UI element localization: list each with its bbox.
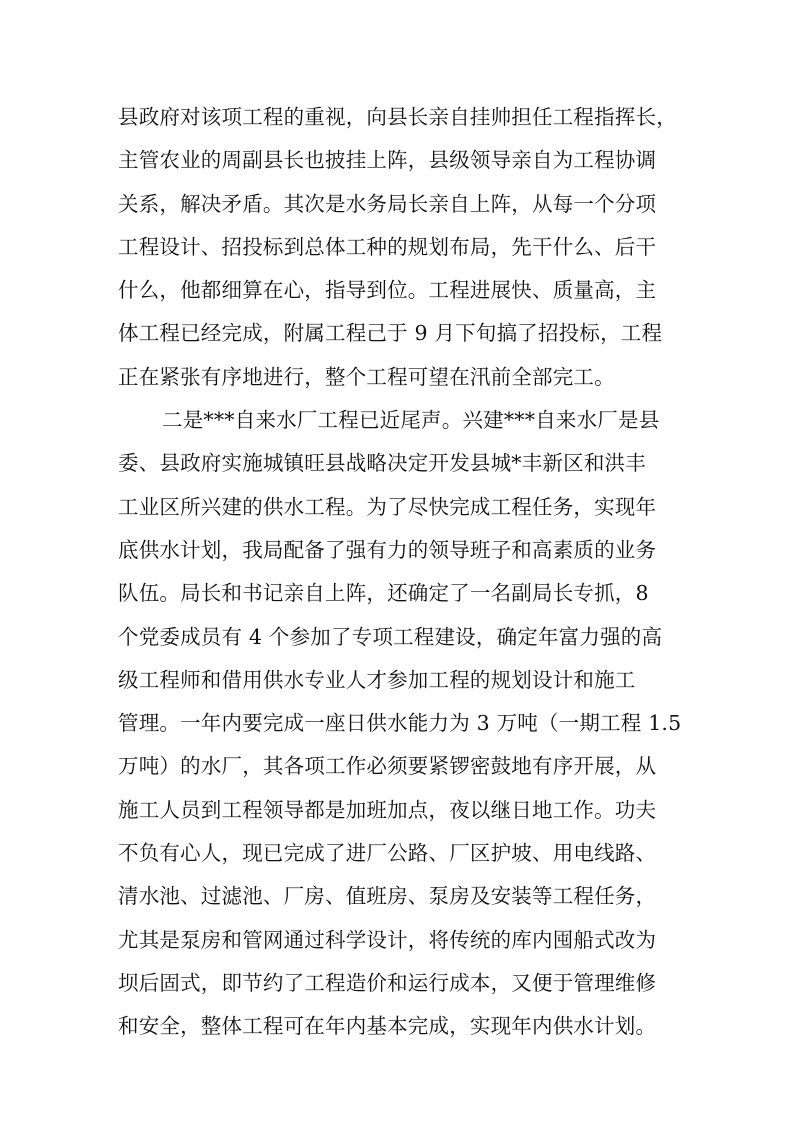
text-line: 清水池、过滤池、厂房、值班房、泵房及安装等工程任务，: [118, 884, 657, 909]
text-line: 尤其是泵房和管网通过科学设计，将传统的库内囤船式改为: [118, 927, 657, 952]
text-line: 底供水计划，我局配备了强有力的领导班子和高素质的业务: [118, 537, 657, 562]
text-line: 工程设计、招投标到总体工种的规划布局，先干什么、后干: [118, 234, 657, 259]
text-line: 管理。一年内要完成一座日供水能力为 3 万吨（一期工程 1.5: [118, 711, 682, 736]
text-line: 施工人员到工程领导都是加班加点，夜以继日地工作。功夫: [118, 797, 657, 822]
text-line: 县政府对该项工程的重视，向县长亲自挂帅担任工程指挥长，: [118, 105, 677, 129]
text-line: 什么，他都细算在心，指导到位。工程进展快、质量高，主: [118, 278, 657, 303]
text-line: 不负有心人，现已完成了进厂公路、厂区护坡、用电线路、: [118, 841, 657, 866]
text-line: 坝后固式，即节约了工程造价和运行成本，又便于管理维修: [118, 970, 657, 995]
text-line: 万吨）的水厂，其各项工作必须要紧锣密鼓地有序开展，从: [118, 754, 657, 779]
body-text: [118, 96, 718, 1049]
text-line: 体工程已经完成，附属工程己于 9 月下旬搞了招投标，工程: [118, 321, 663, 346]
text-line: 关系，解决矛盾。其次是水务局长亲自上阵，从每一个分项: [118, 191, 657, 216]
text-line: 队伍。局长和书记亲自上阵，还确定了一名副局长专抓，8: [118, 581, 649, 606]
text-line: 委、县政府实施城镇旺县战略决定开发县城*丰新区和洪丰: [118, 451, 646, 476]
text-line: 工业区所兴建的供水工程。为了尽快完成工程任务，实现年: [118, 494, 657, 519]
paragraph-start-line: 二是***自来水厂工程已近尾声。兴建***自来水厂是县: [162, 408, 660, 433]
text-line: 正在紧张有序地进行，整个工程可望在汛前全部完工。: [118, 364, 615, 389]
text-line: 级工程师和借用供水专业人才参加工程的规划设计和施工: [118, 667, 636, 692]
text-line: 个党委成员有 4 个参加了专项工程建设，确定年富力强的高: [118, 624, 663, 649]
text-line: 和安全，整体工程可在年内基本完成，实现年内供水计划。: [118, 1014, 657, 1039]
text-line: 主管农业的周副县长也披挂上阵，县级领导亲自为工程协调: [118, 148, 657, 173]
